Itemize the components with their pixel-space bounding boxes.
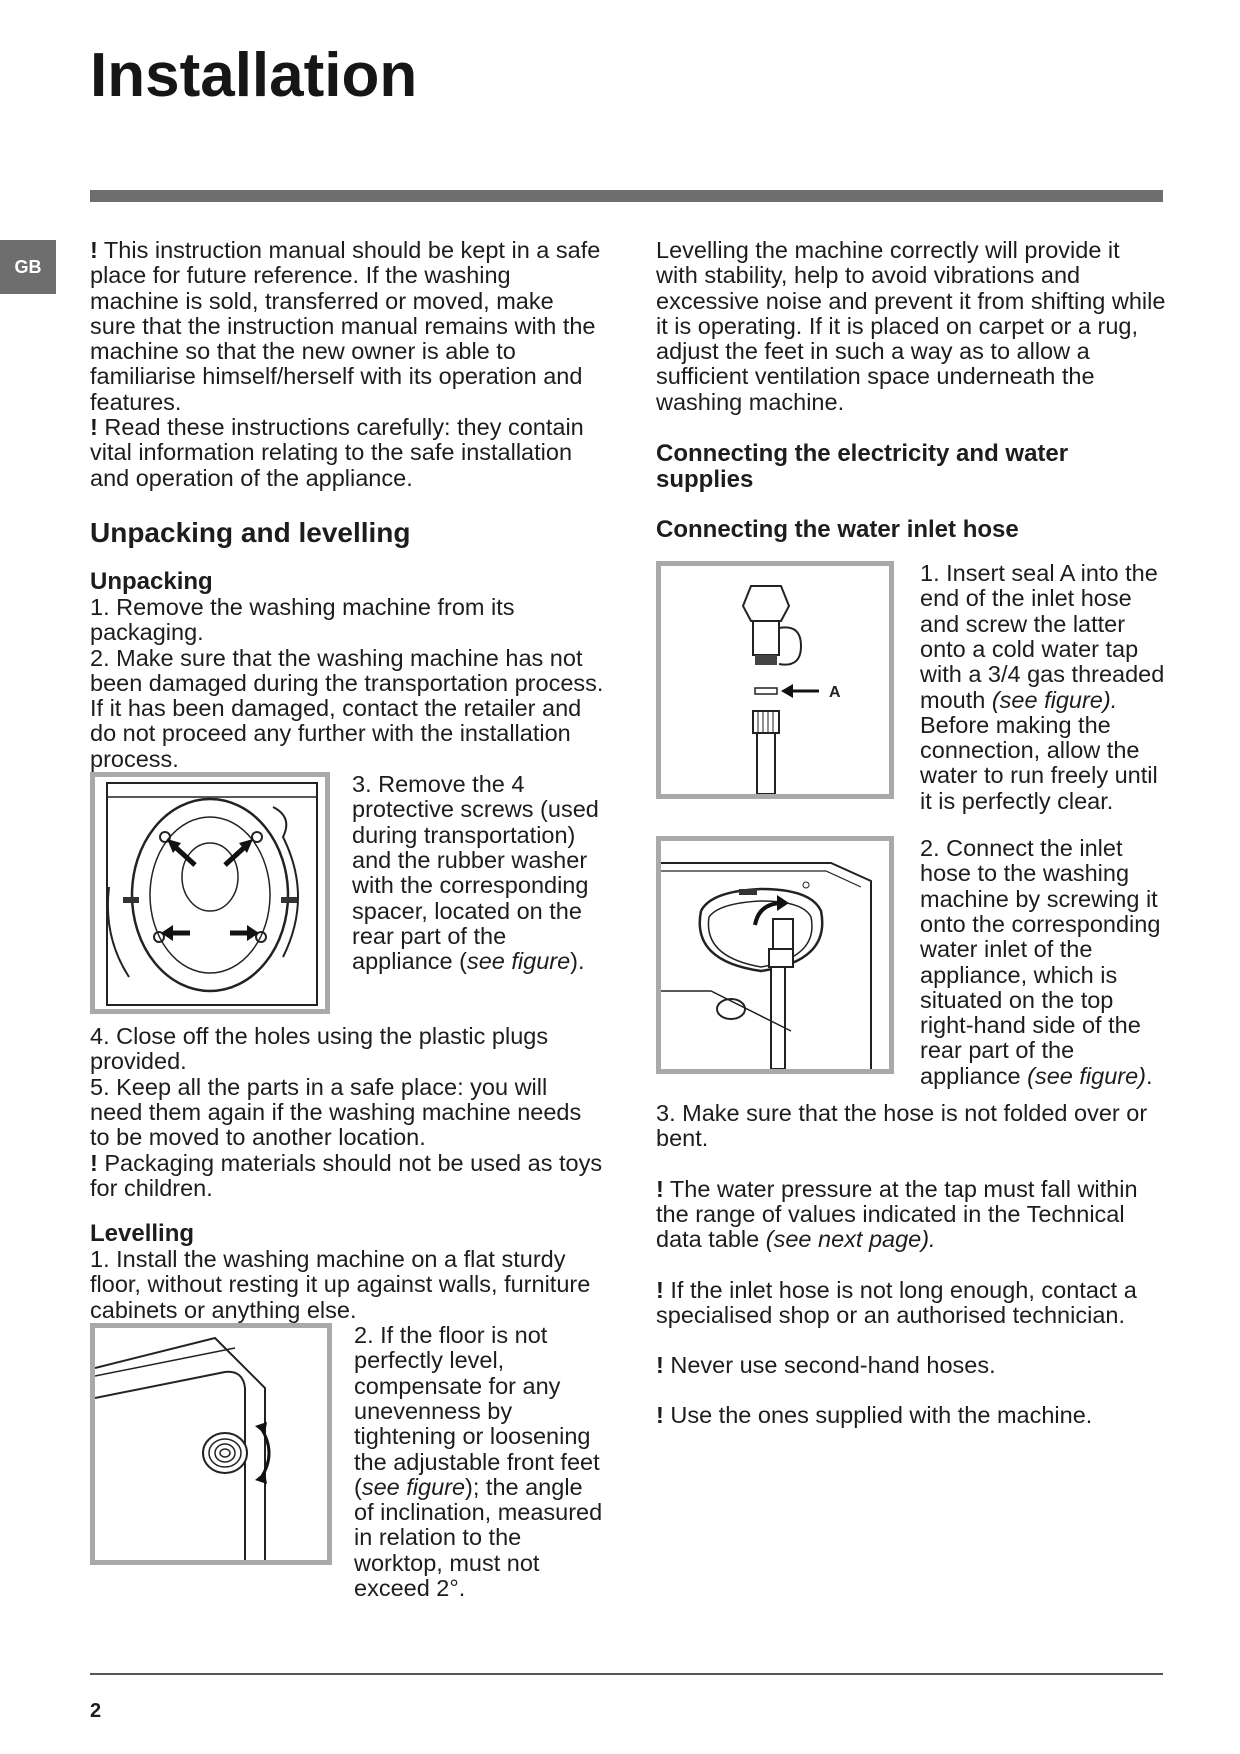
note-use-supplied: ! Use the ones supplied with the machine.	[656, 1402, 1093, 1429]
page-title: Installation	[90, 41, 418, 110]
inlet-step-3: 3. Make sure that the hose is not folded over or bent.	[656, 1100, 1148, 1152]
adjustable-feet-figure	[90, 1323, 332, 1565]
packaging-warning: ! Packaging materials should not be used as toys for children.	[90, 1149, 603, 1201]
section-title-unpacking-levelling: Unpacking and levelling	[90, 516, 411, 548]
intro-note-1: ! This instruction manual should be kept in a safe place for future reference. If the washing machine is sold, transferred or moved, make sure that the instruction manual remains with the machine so that the new owner is able to familiarise himself/herself with its operation and features.	[90, 237, 601, 415]
inlet-step-2: 2. Connect the inlet hose to the washing machine by screwing it onto the corresponding water inlet of the appliance, which is situated on the top right-hand side of the rear part of the appliance (see figure).	[920, 835, 1161, 1089]
levelling-step-2: 2. If the floor is not perfectly level, compensate for any unevenness by tightening or loosening the adjustable front feet (see figure); the angle of inclination, measured in relation to the worktop, must not exceed 2°.	[354, 1322, 603, 1601]
page-number: 2	[90, 1700, 102, 1722]
levelling-heading: Levelling	[90, 1220, 195, 1248]
water-tap-seal-icon	[661, 566, 889, 794]
unpacking-step-2: 2. Make sure that the washing machine has not been damaged during the transportation process. If it has been damaged, contact the retailer and do not proceed any further with the installation process.	[90, 644, 604, 772]
inlet-step-1: 1. Insert seal A into the end of the inlet hose and screw the latter onto a cold water tap with a 3/4 gas threaded mouth (see figure). Before making the connection, allow the water to run freely until it is perfectly clear.	[920, 560, 1165, 814]
note-pressure: ! The water pressure at the tap must fall within the range of values indicated in the Technical data table (see next page).	[656, 1175, 1138, 1253]
header-rule	[90, 190, 1163, 202]
right-column	[656, 238, 1166, 1429]
unpacking-step-5: 5. Keep all the parts in a safe place: you will need them again if the washing machine needs to be moved to another location.	[90, 1073, 582, 1151]
machine-inlet-figure	[656, 836, 894, 1074]
inlet-hose-heading: Connecting the water inlet hose	[656, 516, 1019, 544]
intro-note-2: ! Read these instructions carefully: they contain vital information relating to the safe installation and operation of the appliance.	[90, 414, 584, 491]
levelling-step-1: 1. Install the washing machine on a flat sturdy floor, without resting it up against walls, furniture cabinets or anything else.	[90, 1246, 591, 1323]
machine-water-inlet-icon	[661, 841, 889, 1069]
note-second-hand: ! Never use second-hand hoses.	[656, 1352, 996, 1379]
levelling-explanation: Levelling the machine correctly will provide it with stability, help to avoid vibrations and excessive noise and prevent it from shifting while it is operating. If it is placed on carpet or a rug, adjust the feet in such a way as to allow a sufficient ventilation space underneath the washing machine.	[656, 237, 1166, 415]
washing-machine-rear-icon	[95, 777, 325, 1009]
connect-supplies-heading: Connecting the electricity and water supplies	[656, 440, 1069, 494]
unpacking-step-3: 3. Remove the 4 protective screws (used during transportation) and the rubber washer with the corresponding spacer, located on the rear part of the appliance (see figure).	[352, 771, 599, 975]
unpacking-heading: Unpacking	[90, 567, 213, 595]
seal-label: A	[829, 684, 841, 702]
language-tab: GB	[0, 240, 56, 294]
adjustable-foot-icon	[95, 1328, 327, 1560]
left-column	[90, 238, 605, 1601]
note-hose-length: ! If the inlet hose is not long enough, contact a specialised shop or an authorised technician.	[656, 1276, 1137, 1328]
footer-rule	[90, 1673, 1163, 1675]
unpacking-step-1: 1. Remove the washing machine from its packaging.	[90, 593, 515, 646]
unpacking-step-4: 4. Close off the holes using the plastic plugs provided.	[90, 1023, 549, 1075]
rear-panel-figure	[90, 772, 330, 1014]
tap-seal-figure	[656, 561, 894, 799]
